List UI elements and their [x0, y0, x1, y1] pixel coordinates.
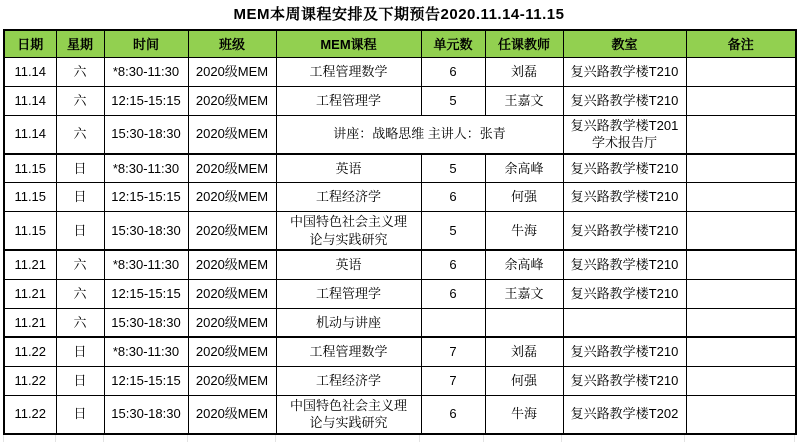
cell-class: 2020级MEM [188, 395, 276, 434]
cell-week: 六 [56, 86, 104, 115]
cell-note [686, 115, 796, 154]
header-date: 日期 [4, 30, 56, 57]
cell-week: 六 [56, 308, 104, 337]
gridline-stub [188, 435, 276, 442]
cell-note [686, 86, 796, 115]
table-row [4, 395, 796, 434]
cell-course: 工程管理学 [276, 86, 421, 115]
cell-week: 日 [56, 212, 104, 251]
cell-units: 6 [421, 183, 485, 212]
cell-week: 六 [56, 250, 104, 279]
gridline-stub [420, 435, 484, 442]
gridline-stub [104, 435, 188, 442]
cell-note [686, 395, 796, 434]
cell-date: 11.15 [4, 183, 56, 212]
cell-units: 7 [421, 366, 485, 395]
gridline-stub [562, 435, 685, 442]
cell-course: 中国特色社会主义理论与实践研究 [276, 212, 421, 251]
cell-time: *8:30-11:30 [104, 154, 188, 183]
gridline-stub [685, 435, 795, 442]
cell-class: 2020级MEM [188, 154, 276, 183]
cell-date: 11.22 [4, 337, 56, 366]
cell-class: 2020级MEM [188, 86, 276, 115]
cell-teacher: 刘磊 [485, 57, 563, 86]
cell-course: 英语 [276, 154, 421, 183]
cell-class: 2020级MEM [188, 212, 276, 251]
table-row [4, 337, 796, 366]
cell-date: 11.21 [4, 308, 56, 337]
cell-teacher: 刘磊 [485, 337, 563, 366]
cell-units: 6 [421, 250, 485, 279]
cell-week: 六 [56, 115, 104, 154]
header-course: MEM课程 [276, 30, 421, 57]
cell-course: 机动与讲座 [276, 308, 421, 337]
cell-course: 工程管理数学 [276, 337, 421, 366]
header-units: 单元数 [421, 30, 485, 57]
cell-note [686, 308, 796, 337]
cell-date: 11.22 [4, 366, 56, 395]
cell-date: 11.21 [4, 279, 56, 308]
cell-room: 复兴路教学楼T210 [563, 366, 686, 395]
cell-teacher: 牛海 [485, 212, 563, 251]
cell-course: 工程管理数学 [276, 57, 421, 86]
table-row [4, 57, 796, 86]
page-title: MEM本周课程安排及下期预告2020.11.14-11.15 [233, 6, 565, 23]
cell-class: 2020级MEM [188, 337, 276, 366]
cell-note [686, 57, 796, 86]
table-row [4, 183, 796, 212]
cell-time: 12:15-15:15 [104, 279, 188, 308]
header-room: 教室 [563, 30, 686, 57]
cell-room: 复兴路教学楼T210 [563, 183, 686, 212]
cell-class: 2020级MEM [188, 366, 276, 395]
table-row [4, 250, 796, 279]
cell-class: 2020级MEM [188, 115, 276, 154]
cell-week: 日 [56, 366, 104, 395]
cell-date: 11.21 [4, 250, 56, 279]
cell-note [686, 212, 796, 251]
cell-units: 5 [421, 154, 485, 183]
cell-teacher: 余高峰 [485, 250, 563, 279]
cell-teacher: 牛海 [485, 395, 563, 434]
cell-teacher: 王嘉文 [485, 86, 563, 115]
cell-date: 11.15 [4, 154, 56, 183]
cell-class: 2020级MEM [188, 57, 276, 86]
gridline-stub [484, 435, 562, 442]
cell-time: 15:30-18:30 [104, 308, 188, 337]
cell-room: 复兴路教学楼T210 [563, 57, 686, 86]
cell-time: 12:15-15:15 [104, 86, 188, 115]
cell-class: 2020级MEM [188, 308, 276, 337]
gridline-stub [276, 435, 421, 442]
cell-week: 日 [56, 395, 104, 434]
cell-teacher: 何强 [485, 366, 563, 395]
cell-note [686, 279, 796, 308]
table-row [4, 154, 796, 183]
cell-room: 复兴路教学楼T210 [563, 337, 686, 366]
cell-time: 12:15-15:15 [104, 366, 188, 395]
table-row [4, 212, 796, 251]
cell-teacher: 何强 [485, 183, 563, 212]
cell-teacher: 余高峰 [485, 154, 563, 183]
cell-room: 复兴路教学楼T210 [563, 154, 686, 183]
cell-units: 5 [421, 212, 485, 251]
cell-units: 5 [421, 86, 485, 115]
cell-date: 11.15 [4, 212, 56, 251]
cell-course: 讲座：战略思维 主讲人：张青 [276, 115, 563, 154]
cell-time: 15:30-18:30 [104, 212, 188, 251]
cell-class: 2020级MEM [188, 250, 276, 279]
cell-room [563, 308, 686, 337]
cell-time: 12:15-15:15 [104, 183, 188, 212]
cell-room: 复兴路教学楼T202 [563, 395, 686, 434]
cell-date: 11.14 [4, 86, 56, 115]
table-row [4, 115, 796, 154]
cell-units: 6 [421, 57, 485, 86]
cell-class: 2020级MEM [188, 183, 276, 212]
cell-course: 工程经济学 [276, 183, 421, 212]
cell-units: 6 [421, 279, 485, 308]
cell-room: 复兴路教学楼T201学术报告厅 [563, 115, 686, 154]
schedule-body [4, 57, 796, 434]
cell-room: 复兴路教学楼T210 [563, 212, 686, 251]
cell-week: 日 [56, 154, 104, 183]
cell-note [686, 366, 796, 395]
schedule-table [3, 29, 797, 435]
cell-note [686, 337, 796, 366]
cell-note [686, 183, 796, 212]
header-row [4, 30, 796, 57]
gridline-hint [3, 435, 795, 442]
cell-course: 工程经济学 [276, 366, 421, 395]
table-row [4, 308, 796, 337]
cell-course: 中国特色社会主义理论与实践研究 [276, 395, 421, 434]
cell-time: *8:30-11:30 [104, 57, 188, 86]
header-time: 时间 [104, 30, 188, 57]
header-teacher: 任课教师 [485, 30, 563, 57]
cell-week: 日 [56, 183, 104, 212]
table-row [4, 279, 796, 308]
cell-course: 工程管理学 [276, 279, 421, 308]
header-note: 备注 [686, 30, 796, 57]
cell-time: *8:30-11:30 [104, 250, 188, 279]
cell-date: 11.14 [4, 115, 56, 154]
header-class: 班级 [188, 30, 276, 57]
cell-units: 7 [421, 337, 485, 366]
gridline-stub [56, 435, 104, 442]
cell-week: 日 [56, 337, 104, 366]
cell-note [686, 154, 796, 183]
cell-week: 六 [56, 57, 104, 86]
cell-week: 六 [56, 279, 104, 308]
cell-room: 复兴路教学楼T210 [563, 86, 686, 115]
cell-course: 英语 [276, 250, 421, 279]
table-row [4, 366, 796, 395]
header-weekday: 星期 [56, 30, 104, 57]
cell-time: 15:30-18:30 [104, 115, 188, 154]
cell-time: *8:30-11:30 [104, 337, 188, 366]
cell-date: 11.22 [4, 395, 56, 434]
cell-teacher: 王嘉文 [485, 279, 563, 308]
cell-units [421, 308, 485, 337]
cell-teacher [485, 308, 563, 337]
cell-time: 15:30-18:30 [104, 395, 188, 434]
cell-class: 2020级MEM [188, 279, 276, 308]
gridline-stub [4, 435, 56, 442]
cell-room: 复兴路教学楼T210 [563, 250, 686, 279]
cell-units: 6 [421, 395, 485, 434]
cell-room: 复兴路教学楼T210 [563, 279, 686, 308]
table-row [4, 86, 796, 115]
cell-date: 11.14 [4, 57, 56, 86]
cell-note [686, 250, 796, 279]
